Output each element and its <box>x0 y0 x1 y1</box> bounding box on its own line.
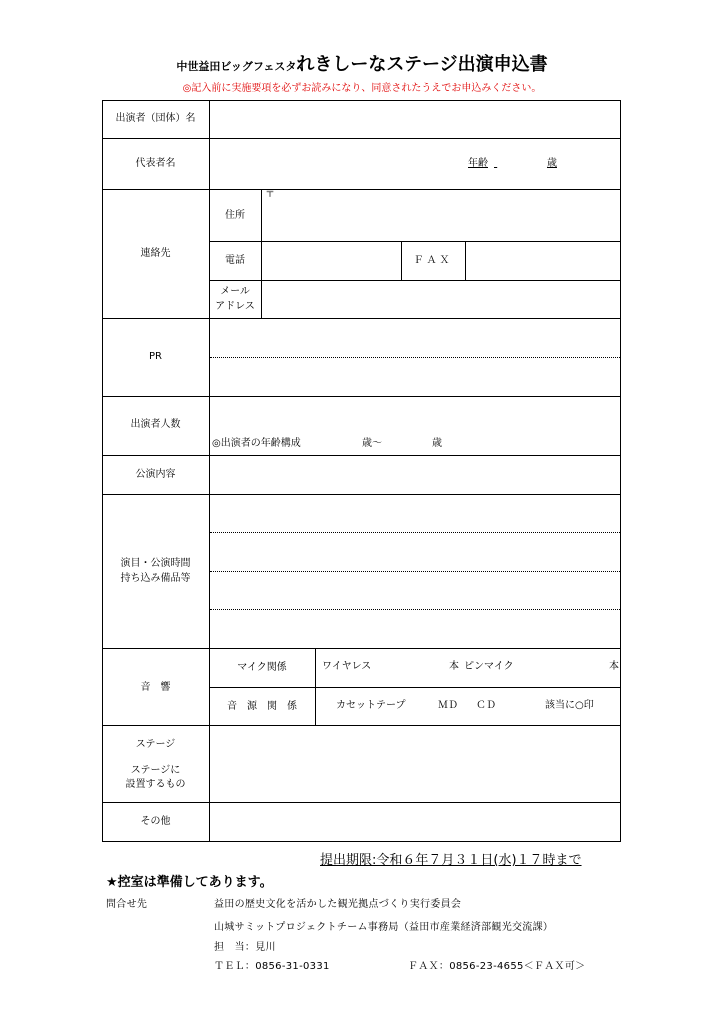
contact-fax: ＦＡＸ：0856-23-4655＜ＦＡＸ可＞ <box>408 961 586 972</box>
program-dotted-line <box>210 532 620 533</box>
pr-dotted-line <box>210 357 620 358</box>
title-main: れきしーなステージ出演申込書 <box>296 54 548 75</box>
border-bottom <box>102 841 621 842</box>
border-top <box>102 100 621 101</box>
mic-label: マイク関係 <box>237 662 287 673</box>
sound-label: 音 響 <box>140 682 171 693</box>
cassette-option: カセットテープ <box>336 700 406 711</box>
program-label-line2: 持ち込み備品等 <box>120 573 191 584</box>
phone-label: 電話 <box>225 255 245 266</box>
sound-subdivider <box>315 648 316 725</box>
row-divider <box>102 648 621 649</box>
contact-tel: ＴＥＬ：0856-31-0331 <box>214 961 330 972</box>
performance-content-label: 公演内容 <box>135 469 176 480</box>
postal-mark: 〒 <box>265 189 275 200</box>
fax-label: ＦＡＸ <box>413 255 453 266</box>
contact-subdivider <box>261 189 262 318</box>
pr-label: PR <box>149 351 162 362</box>
contact-label: 連絡先 <box>140 248 171 259</box>
contact-label: 問合せ先 <box>106 899 148 910</box>
contact-person: 担 当：見川 <box>214 942 276 953</box>
representative-label: 代表者名 <box>135 158 176 169</box>
performer-name-label: 出演者（団体）名 <box>115 113 196 124</box>
stage-items-line1: ステージに <box>130 765 181 776</box>
dressing-room-note: ★控室は準備してあります。 <box>106 875 273 890</box>
border-right <box>620 100 621 842</box>
age-from-unit: 歳～ <box>362 438 382 449</box>
md-option: ＭＤ <box>438 700 458 711</box>
email-label-line2: アドレス <box>215 301 255 312</box>
row-divider <box>102 189 621 190</box>
row-divider <box>102 318 621 319</box>
circle-note: 該当に○印 <box>545 700 594 711</box>
application-form <box>102 100 621 842</box>
contact-org2: 山城サミットプロジェクトチーム事務局（益田市産業経済部観光交流課） <box>214 922 554 933</box>
program-dotted-line <box>210 571 620 572</box>
fax-value-divider <box>465 241 466 280</box>
stage-items-line2: 設置するもの <box>125 779 186 790</box>
title-prefix: 中世益田ビッグフェスタ <box>176 60 297 73</box>
row-divider <box>209 280 621 281</box>
row-divider <box>102 725 621 726</box>
other-label: その他 <box>140 816 171 827</box>
row-divider <box>209 241 621 242</box>
program-label-line1: 演目・公演時間 <box>120 558 191 569</box>
row-divider <box>102 494 621 495</box>
age-unit: 歳 <box>547 158 557 169</box>
row-divider <box>102 138 621 139</box>
contact-org1: 益田の歴史文化を活かした観光拠点づくり実行委員会 <box>214 899 462 910</box>
row-divider <box>209 687 621 688</box>
age-to-unit: 歳 <box>432 438 442 449</box>
program-dotted-line <box>210 609 620 610</box>
address-label: 住所 <box>225 210 245 221</box>
stage-label: ステージ <box>135 739 176 750</box>
row-divider <box>102 455 621 456</box>
wireless-unit: 本 <box>449 661 459 672</box>
submission-deadline: 提出期限:令和６年７月３１日(水)１７時まで <box>320 853 582 868</box>
pin-mic-label: ピンマイク <box>464 661 514 672</box>
row-divider <box>102 396 621 397</box>
performer-count-label: 出演者人数 <box>130 419 181 430</box>
email-label-line1: メール <box>220 286 250 297</box>
wireless-label: ワイヤレス <box>322 661 372 672</box>
row-divider <box>102 802 621 803</box>
age-label: 年齢 <box>468 158 488 169</box>
age-composition-label: ◎出演者の年齢構成 <box>212 438 301 449</box>
sound-source-label: 音 源 関 係 <box>227 701 297 712</box>
pin-mic-unit: 本 <box>609 661 619 672</box>
notice-text: ◎記入前に実施要項を必ずお読みになり、同意されたうえでお申込みください。 <box>182 83 542 94</box>
form-title <box>0 50 724 76</box>
cd-option: ＣＤ <box>476 700 496 711</box>
